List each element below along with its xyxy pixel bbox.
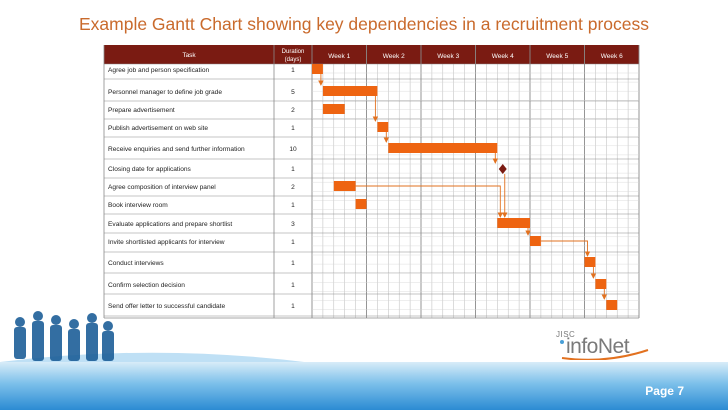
task-name: Confirm selection decision — [108, 282, 185, 289]
footer-band — [0, 362, 728, 410]
task-bar — [585, 257, 596, 267]
task-bar — [377, 122, 388, 132]
task-bar — [595, 279, 606, 289]
milestone-marker — [499, 164, 507, 174]
header-task-label: Task — [182, 52, 196, 59]
task-duration: 3 — [291, 221, 295, 228]
task-duration: 5 — [291, 89, 295, 96]
dependency-arrow — [541, 241, 588, 256]
week-header-label: Week 5 — [546, 53, 569, 60]
task-duration: 1 — [291, 202, 295, 209]
logo-infonet-text: infoNet — [566, 335, 630, 358]
task-name: Send offer letter to successful candidate — [108, 303, 226, 310]
week-header-label: Week 4 — [491, 53, 514, 60]
task-bar — [334, 181, 356, 191]
task-bar — [323, 86, 378, 96]
task-duration: 1 — [291, 303, 295, 310]
chart-title: Example Gantt Chart showing key dependencies in a recruitment process — [78, 14, 649, 34]
task-name: Agree composition of interview panel — [108, 184, 216, 191]
task-duration: 10 — [289, 146, 297, 153]
logo-jisc-text: JISC — [556, 330, 576, 339]
week-header-label: Week 2 — [382, 53, 405, 60]
task-duration: 2 — [291, 184, 295, 191]
task-name: Closing date for applications — [108, 166, 191, 173]
page-number: Page 7 — [645, 384, 684, 398]
task-bar — [356, 199, 367, 209]
task-duration: 1 — [291, 125, 295, 132]
header-duration-label: Duration — [281, 49, 305, 55]
task-duration: 1 — [291, 282, 295, 289]
task-name: Prepare advertisement — [108, 107, 175, 114]
task-name: Personnel manager to define job grade — [108, 89, 223, 96]
task-bar — [530, 236, 541, 246]
task-duration: 1 — [291, 260, 295, 267]
jisc-infonet-logo — [556, 330, 656, 360]
task-bar — [312, 64, 323, 74]
task-name: Book interview room — [108, 202, 168, 209]
week-header-label: Week 3 — [437, 53, 460, 60]
task-duration: 1 — [291, 239, 295, 246]
task-name: Publish advertisement on web site — [108, 125, 209, 132]
task-duration: 2 — [291, 107, 295, 114]
task-duration: 1 — [291, 166, 295, 173]
task-name: Receive enquiries and send further information — [108, 146, 245, 153]
task-name: Agree job and person specification — [108, 67, 210, 74]
task-name: Invite shortlisted applicants for interview — [108, 239, 225, 246]
task-name: Evaluate applications and prepare shortlist — [108, 221, 233, 228]
people-silhouette-graphic — [14, 311, 114, 361]
task-bar — [388, 143, 497, 153]
task-duration: 1 — [291, 67, 295, 74]
week-header-label: Week 6 — [600, 53, 623, 60]
task-bar — [497, 218, 530, 228]
task-bar — [323, 104, 345, 114]
week-header-label: Week 1 — [328, 53, 351, 60]
header-duration-unit: (days) — [284, 57, 302, 63]
task-name: Conduct interviews — [108, 260, 164, 267]
